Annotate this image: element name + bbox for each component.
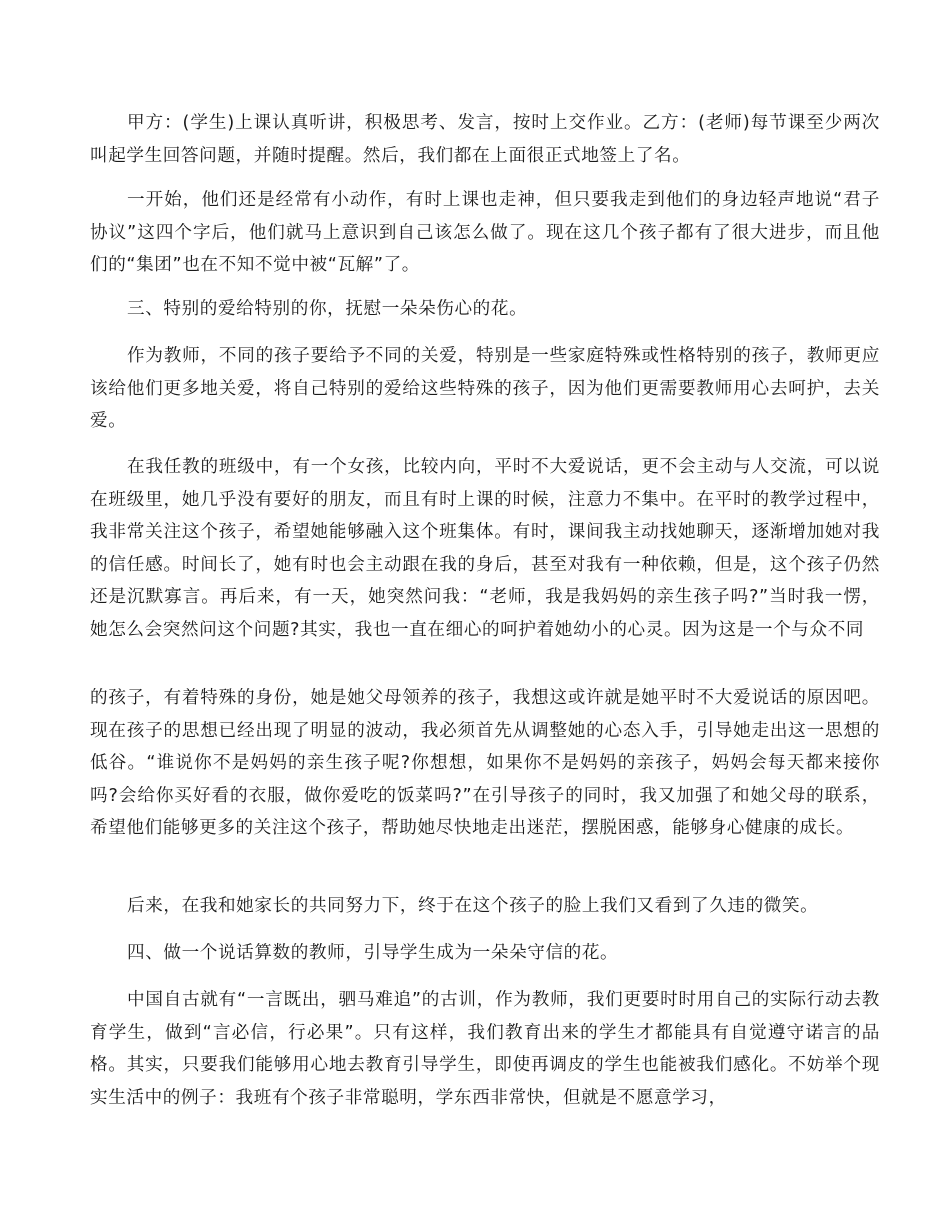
section-heading-three: 三、特别的爱给特别的你，抚慰一朵朵伤心的花。 — [127, 299, 528, 319]
paragraph-smile-returned: 后来，在我和她家长的共同努力下，终于在这个孩子的脸上我们又看到了久违的微笑。 — [127, 896, 819, 916]
paragraph-adopted-child: 的孩子，有着特殊的身份，她是她父母领养的孩子，我想这或许就是她平时不大爱说话的原因吧。现在孩子的思想已经出现了明显的波动，我必须首先从调整她的心态入手，引导她走出这一思想的低谷。“谁说你不是妈妈的亲生孩子呢?你想想，如果你不是妈妈的亲孩子，妈妈会每天都来接你吗?会给你买好看的衣服，做你爱吃的饭菜吗?”在引导孩子的同时，我又加强了和她父母的联系，希望他们能够更多的关注这个孩子，帮助她尽快地走出迷茫，摆脱困惑，能够身心健康的成长。 — [90, 688, 880, 838]
paragraph-keep-promises: 中国自古就有“一言既出，驷马难追”的古训，作为教师，我们更要时时用自己的实际行动去教育学生，做到“言必信，行必果”。只有这样，我们教育出来的学生才都能具有自觉遵守诺言的品格。其实，只要我们能够用心地去教育引导学生，即使再调皮的学生也能被我们感化。不妨举个现实生活中的例子：我班有个孩子非常聪明，学东西非常快，但就是不愿意学习， — [90, 990, 880, 1108]
paragraph-agreement-terms: 甲方：(学生)上课认真听讲，积极思考、发言，按时上交作业。乙方：(老师)每节课至少两次叫起学生回答问题，并随时提醒。然后，我们都在上面很正式地签上了名。 — [90, 113, 880, 166]
paragraph-gentleman-agreement: 一开始，他们还是经常有小动作，有时上课也走神，但只要我走到他们的身边轻声地说“君子协议”这四个字后，他们就马上意识到自己该怎么做了。现在这几个孩子都有了很大进步，而且他们的“集团”也在不知不觉中被“瓦解”了。 — [90, 190, 880, 275]
paragraph-introverted-girl: 在我任教的班级中，有一个女孩，比较内向，平时不大爱说话，更不会主动与人交流，可以说在班级里，她几乎没有要好的朋友，而且有时上课的时候，注意力不集中。在平时的教学过程中，我非常关注这个孩子，希望她能够融入这个班集体。有时，课间我主动找她聊天，逐渐增加她对我的信任感。时间长了，她有时也会主动跟在我的身后，甚至对我有一种依赖，但是，这个孩子仍然还是沉默寡言。再后来，有一天，她突然问我：“老师，我是我妈妈的亲生孩子吗?”当时我一愣，她怎么会突然问这个问题?其实，我也一直在细心的呵护着她幼小的心灵。因为这是一个与众不同 — [90, 457, 880, 640]
paragraph-special-care: 作为教师，不同的孩子要给予不同的关爱，特别是一些家庭特殊或性格特别的孩子，教师更应该给他们更多地关爱，将自己特别的爱给这些特殊的孩子，因为他们更需要教师用心去呵护，去关爱。 — [90, 346, 880, 431]
section-heading-four: 四、做一个说话算数的教师，引导学生成为一朵朵守信的花。 — [127, 943, 619, 963]
